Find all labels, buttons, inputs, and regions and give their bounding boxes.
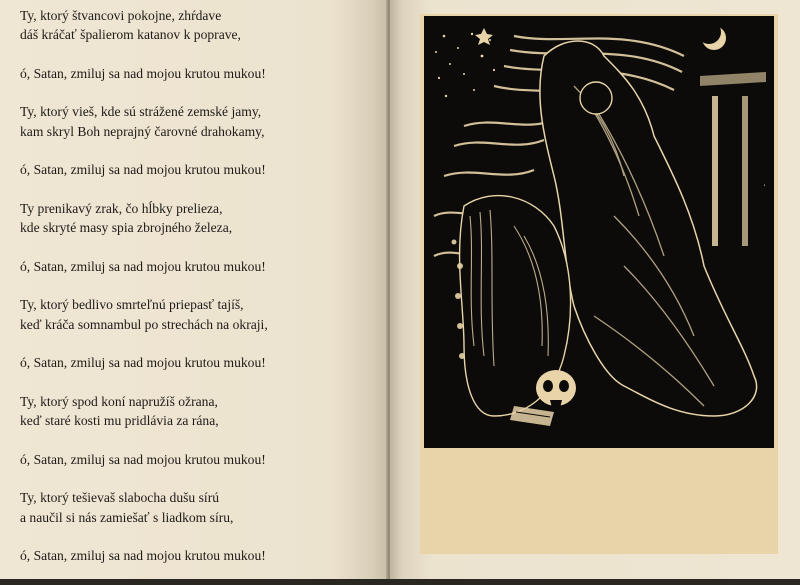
poem-refrain [20,160,380,179]
poem-stanza [20,392,380,431]
poem-line: Ty, ktorý spod koní napružíš ožrana, [20,393,218,409]
poem-stanza [20,199,380,238]
poem-line: ó, Satan, zmiluj sa nad mojou krutou mukou! [20,548,266,564]
poem-line: ó, Satan, zmiluj sa nad mojou krutou mukou! [20,258,266,274]
poem-line: Ty, ktorý tešievaš slabocha dušu sírú [20,490,220,506]
poem-line: ó, Satan, zmiluj sa nad mojou krutou mukou! [20,355,266,371]
poem-line: Ty, ktorý bedlivo smrteľnú priepasť tajíš, [20,297,244,313]
poem-stanza [20,488,380,527]
poem-line: ó, Satan, zmiluj sa nad mojou krutou mukou! [20,162,266,178]
poem-line: ó, Satan, zmiluj sa nad mojou krutou mukou! [20,451,266,467]
poem-line: Ty prenikavý zrak, čo hĺbky prelieza, [20,200,223,216]
poem-stanza [20,102,380,141]
poem-line: kde skryté masy spia zbrojného železa, [20,220,233,236]
poem-line: Ty, ktorý vieš, kde sú strážené zemské jamy, [20,104,262,120]
poem-stanza [20,6,380,45]
poem-refrain [20,257,380,276]
poem-refrain [20,546,380,565]
poem-line: dáš kráčať špalierom katanov k poprave, [20,27,241,43]
poem-line: a naučil si nás zamiešať s liadkom síru, [20,509,234,525]
poem-stanza [20,295,380,334]
poem-line: keď kráča somnambul po strechách na okraji, [20,316,268,332]
poem-refrain [20,450,380,469]
woodcut-illustration [424,16,774,448]
poem-refrain [20,64,380,83]
poem-text [20,6,380,585]
poem-line: ó, Satan, zmiluj sa nad mojou krutou mukou! [20,65,266,81]
left-page [0,0,388,579]
poem-refrain [20,353,380,372]
poem-line: keď staré kosti mu pridlávia za rána, [20,413,219,429]
poem-line: kam skryl Boh neprajný čarovné drahokamy, [20,123,265,139]
poem-line: Ty, ktorý štvancovi pokojne, zhŕdave [20,8,222,23]
